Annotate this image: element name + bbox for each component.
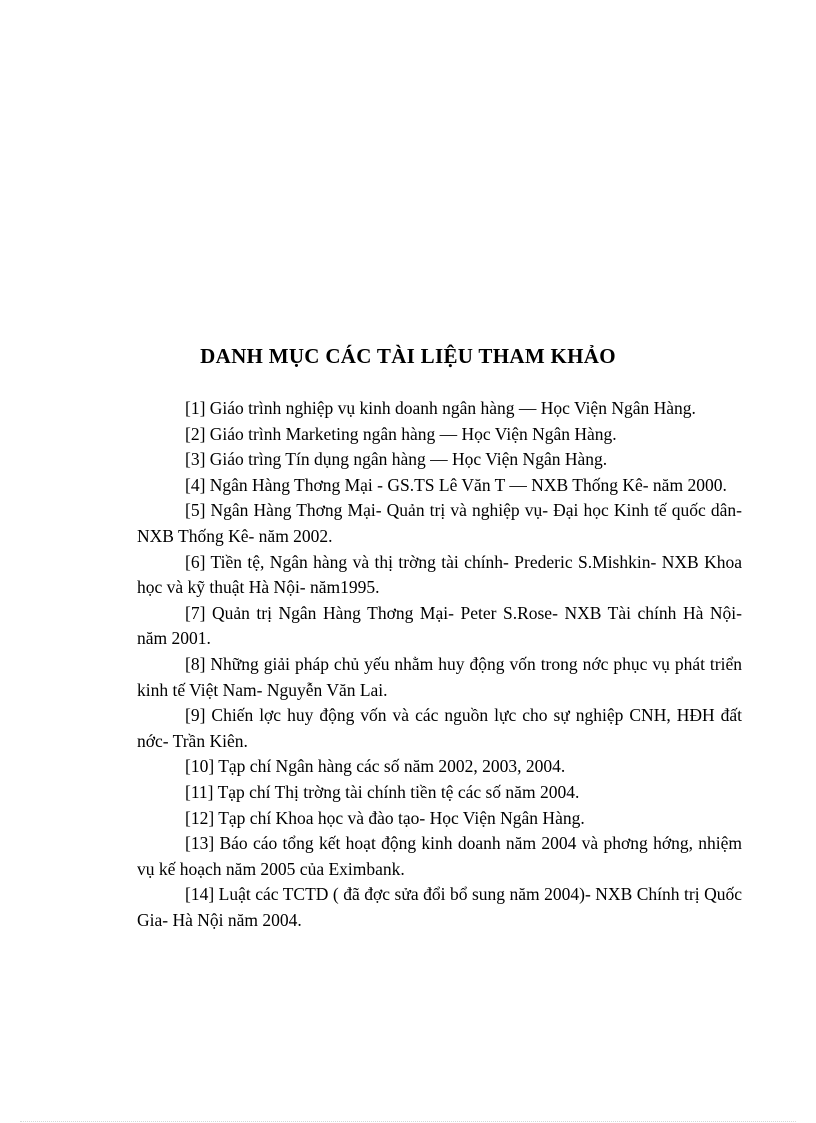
reference-item: [1] Giáo trình nghiệp vụ kinh doanh ngân hàng — Học Viện Ngân Hàng. [185,398,696,418]
reference-item: [11] Tạp chí Thị trờng tài chính tiền tệ các số năm 2004. [185,781,580,802]
reference-item: [9] Chiến lợc huy động vốn và các nguồn lực cho sự nghiệp CNH, HĐH đất nớc- Trần Kiên. [137,705,742,751]
reference-item: [10] Tạp chí Ngân hàng các số năm 2002, 2003, 2004. [185,756,566,777]
reference-item: [7] Quản trị Ngân Hàng Thơng Mại- Peter S.Rose- NXB Tài chính Hà Nội- năm 2001. [137,602,742,649]
reference-item: [12] Tạp chí Khoa học và đào tạo- Học Viện Ngân Hàng. [185,807,585,828]
reference-item: [13] Báo cáo tổng kết hoạt động kinh doanh năm 2004 và phơng hớng, nhiệm vụ kế hoạch năm 2005 của Eximbank. [137,833,742,879]
reference-item: [14] Luật các TCTD ( đã đợc sửa đổi bổ sung năm 2004)- NXB Chính trị Quốc Gia- Hà Nội năm 2004. [137,884,742,930]
reference-item: [8] Những giải pháp chủ yếu nhằm huy động vốn trong nớc phục vụ phát triển kinh tế Việt Nam- Nguyễn Văn Lai. [137,653,742,700]
page-title: DANH MỤC CÁC TÀI LIỆU THAM KHẢO [200,344,616,368]
reference-item: [6] Tiền tệ, Ngân hàng và thị trờng tài chính- Prederic S.Mishkin- NXB Khoa học và kỹ thuật Hà Nội- năm1995. [137,551,742,598]
reference-list [137,396,742,933]
reference-item: [2] Giáo trình Marketing ngân hàng — Học Viện Ngân Hàng. [185,423,617,444]
reference-item: [4] Ngân Hàng Thơng Mại - GS.TS Lê Văn T — NXB Thống Kê- năm 2000. [185,474,727,495]
page-bottom-divider [20,1121,796,1122]
reference-item: [3] Giáo trìng Tín dụng ngân hàng — Học Viện Ngân Hàng. [185,449,608,470]
reference-item: [5] Ngân Hàng Thơng Mại- Quản trị và nghiệp vụ- Đại học Kinh tế quốc dân- NXB Thống Kê- năm 2002. [137,500,742,546]
